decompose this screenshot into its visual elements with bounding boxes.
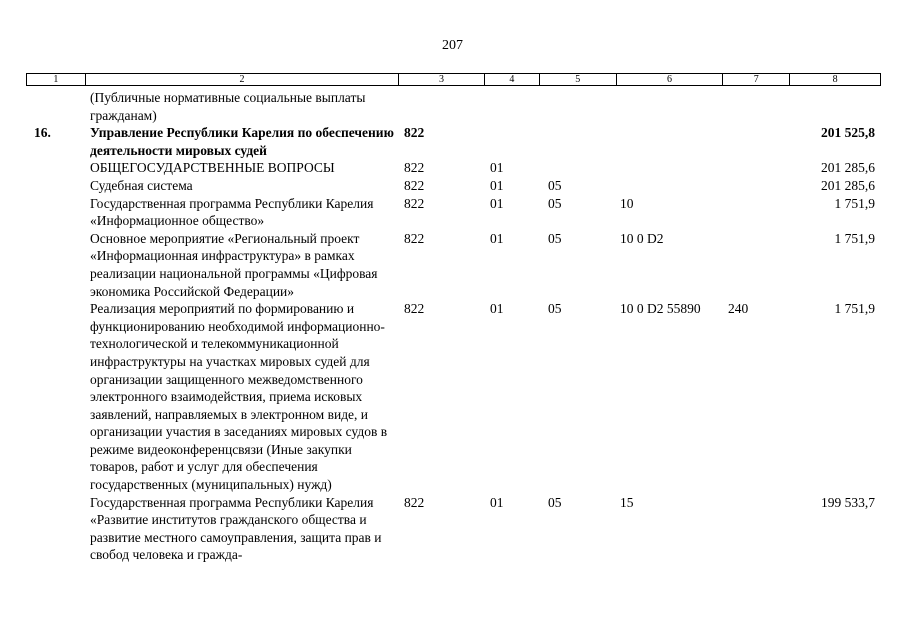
row-col-6: 10	[620, 195, 634, 211]
header-col-1: 1	[27, 74, 86, 85]
row-col-8: 199 533,7	[821, 494, 875, 510]
row-col-6: 15	[620, 494, 634, 510]
row-col-6: 10 0 D2	[620, 230, 664, 246]
row-name: Государственная программа Республики Карелия «Развитие институтов гражданского общества и развитие местного самоуправления, защита прав и свобод человека и гражда-	[90, 494, 382, 563]
row-col-4: 01	[490, 177, 504, 193]
row-name: ОБЩЕГОСУДАРСТВЕННЫЕ ВОПРОСЫ	[90, 160, 335, 176]
header-col-3: 3	[399, 74, 485, 85]
row-col-6: 10 0 D2 55890	[620, 301, 701, 317]
row-name: Реализация мероприятий по формированию и функционированию необходимой информационно-технологической и телекоммуникационной инфраструктуры на участках мировых судей для организации защищенного межведомственного электронного взаимодействия, приема исковых заявлений, направляемых в электронном виде, и организации участия в заседаниях мировых судов в режиме видеоконференцсвязи (Иные закупки товаров, работ и услуг для обеспечения государственных (муниципальных) нужд)	[90, 301, 388, 493]
table-row	[0, 230, 905, 300]
table-row	[0, 124, 905, 159]
row-name: Государственная программа Республики Карелия «Информационное общество»	[90, 195, 374, 229]
row-col-4: 01	[490, 301, 504, 317]
header-col-4: 4	[485, 74, 540, 85]
row-name: Управление Республики Карелия по обеспечению деятельности мировых судей	[90, 125, 394, 158]
row-col-5: 05	[548, 177, 562, 193]
row-col-5: 05	[548, 301, 562, 317]
row-name: (Публичные нормативные социальные выплаты гражданам)	[90, 90, 366, 123]
row-name: Судебная система	[90, 177, 193, 193]
row-number: 16.	[34, 125, 51, 141]
table-row	[0, 300, 905, 494]
row-col-3: 822	[404, 301, 425, 317]
row-name: Основное мероприятие «Региональный проект «Информационная инфраструктура» в рамках реализации национальной программы «Цифровая экономика Российской Федерации»	[90, 230, 378, 299]
row-col-4: 01	[490, 494, 504, 510]
row-col-3: 822	[404, 177, 425, 193]
table-row	[0, 177, 905, 195]
row-col-4: 01	[490, 195, 504, 211]
row-col-5: 05	[548, 230, 562, 246]
row-col-4: 01	[490, 230, 504, 246]
page-number: 207	[442, 38, 463, 53]
row-col-8: 1 751,9	[834, 230, 875, 246]
row-col-3: 822	[404, 195, 425, 211]
table-row	[0, 159, 905, 177]
table-row	[0, 494, 905, 564]
row-col-3: 822	[404, 494, 425, 510]
header-col-5: 5	[540, 74, 617, 85]
row-col-4: 01	[490, 160, 504, 176]
row-col-8: 1 751,9	[834, 301, 875, 317]
table-row	[0, 195, 905, 230]
table-body	[0, 89, 905, 564]
header-col-2: 2	[86, 74, 399, 85]
row-col-5: 05	[548, 494, 562, 510]
header-col-8: 8	[832, 74, 838, 85]
row-col-7: 240	[728, 301, 749, 317]
row-col-3: 822	[404, 230, 425, 246]
row-col-3: 822	[404, 125, 425, 141]
row-col-8: 1 751,9	[834, 195, 875, 211]
row-col-8: 201 285,6	[821, 160, 875, 176]
row-col-5: 05	[548, 195, 562, 211]
row-col-3: 822	[404, 160, 425, 176]
header-col-7: 7	[723, 74, 790, 85]
table-header-row	[26, 73, 881, 86]
header-col-6: 6	[617, 74, 724, 85]
row-col-8: 201 285,6	[821, 177, 875, 193]
row-col-8: 201 525,8	[821, 125, 875, 141]
table-row	[0, 89, 905, 124]
